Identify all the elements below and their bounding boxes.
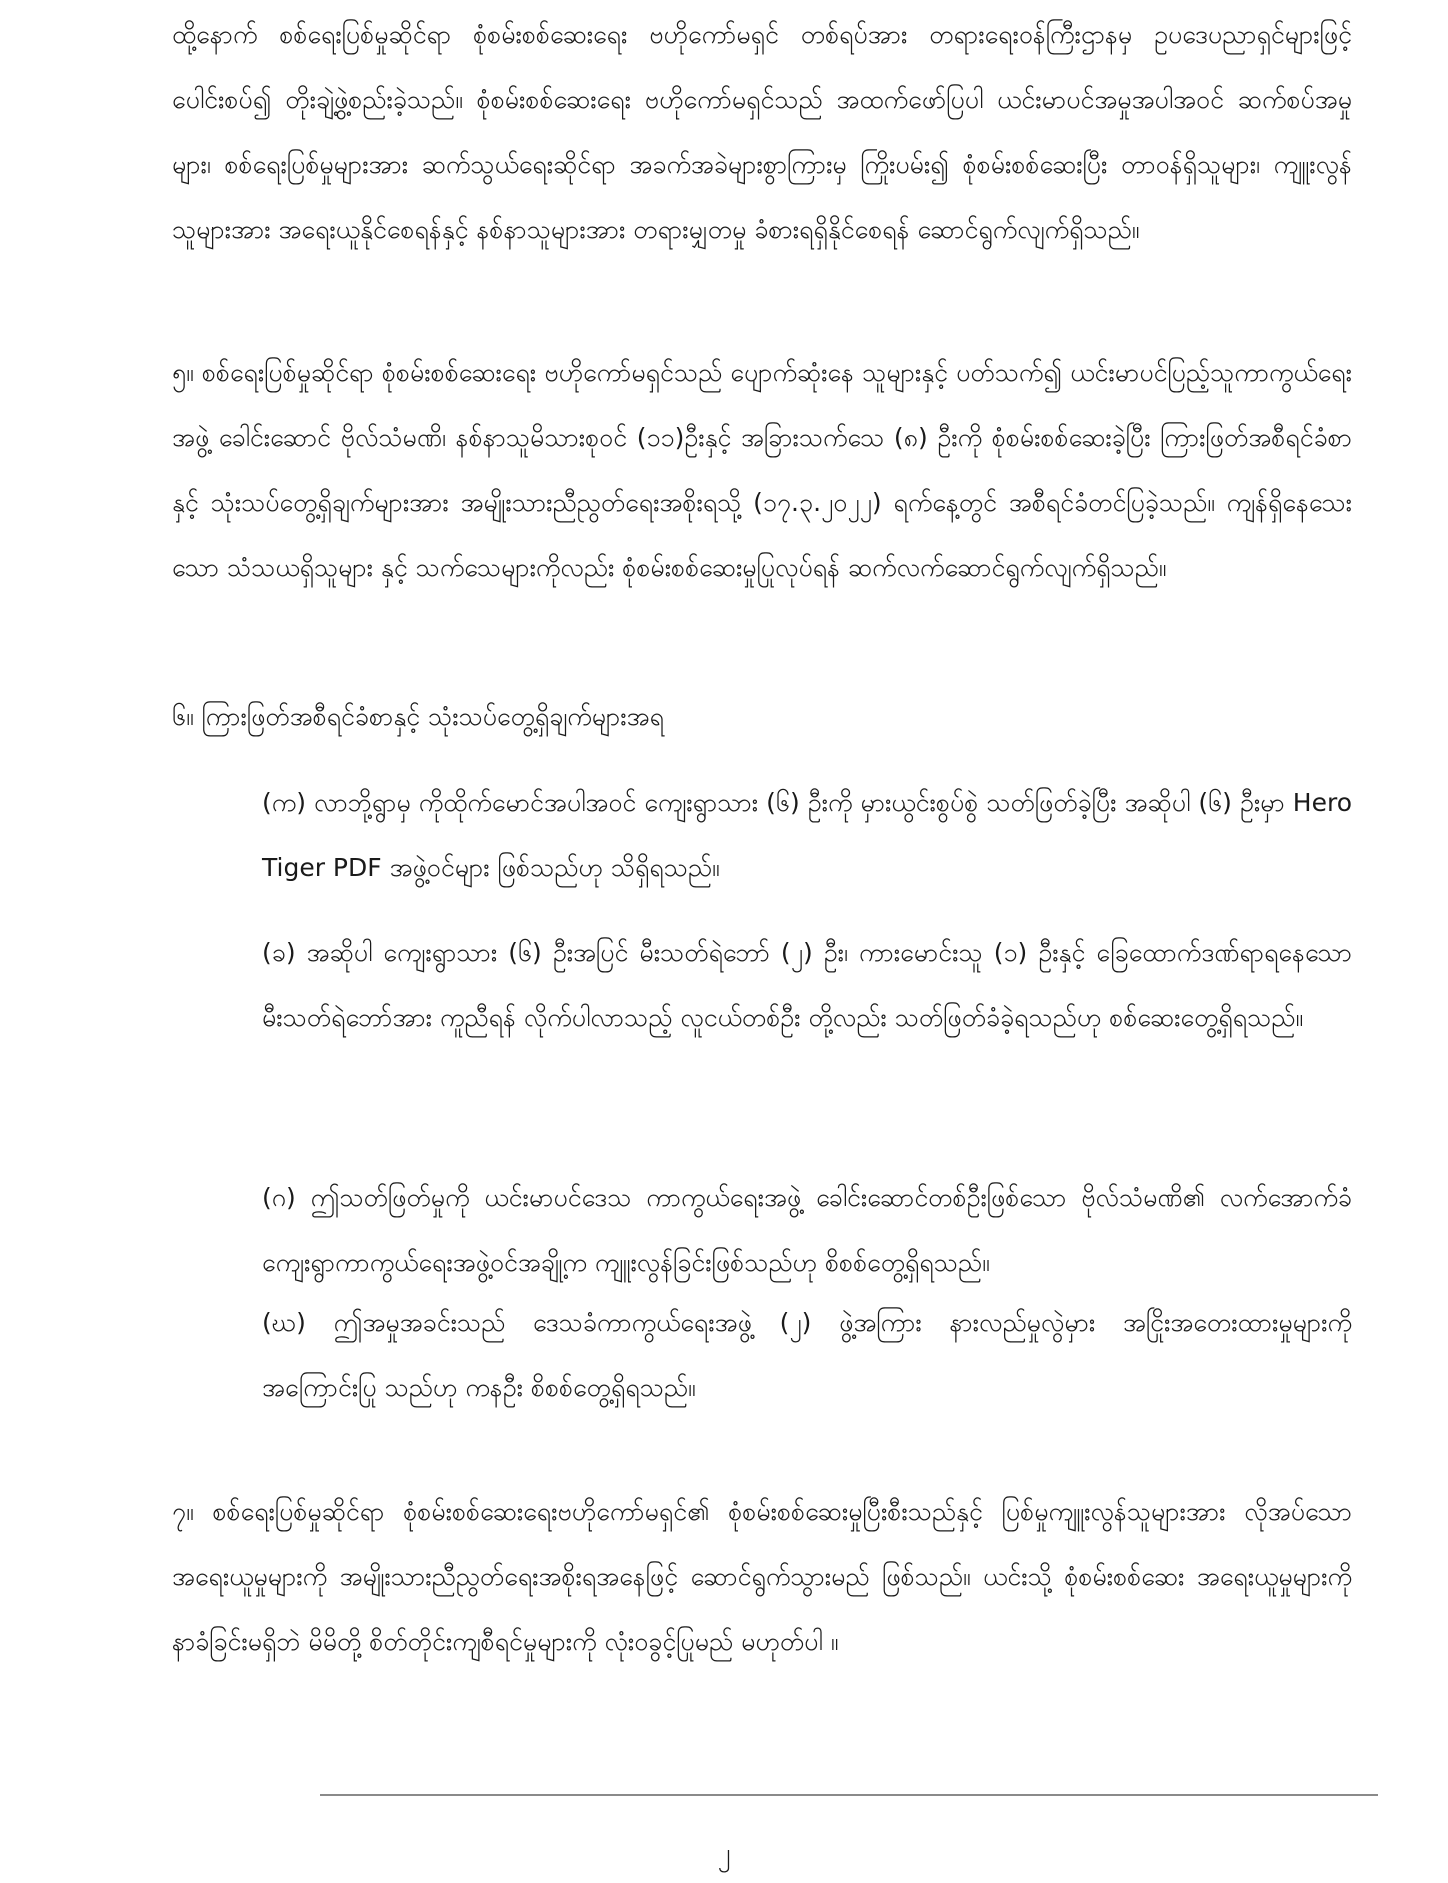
page-number: ၂	[717, 1838, 731, 1868]
finding-kha: (ခ) အဆိုပါ ကျေးရွာသား (၆) ဦးအပြင် မီးသတ်ရဲဘော် (၂) ဦး၊ ကားမောင်းသူ (၁) ဦးနှင့် ခြေထောက်ဒဏ်ရာရနေသော မီးသတ်ရဲဘော်အား ကူညီရန် လိုက်ပါလာသည့် လူငယ်တစ်ဦး တို့လည်း သတ်ဖြတ်ခံခဲ့ရသည်ဟု စစ်ဆေးတွေ့ရှိရသည်။	[262, 938, 1352, 1032]
paragraph-continued: ထို့နောက် စစ်ရေးပြစ်မှုဆိုင်ရာ စုံစမ်းစစ်ဆေးရေး ဗဟိုကော်မရှင် တစ်ရပ်အား တရားရေးဝန်ကြီးဌာနမှ ဥပဒေပညာရှင်များဖြင့်ပေါင်းစပ်၍ တိုးချဲ့ဖွဲ့စည်းခဲ့သည်။ စုံစမ်းစစ်ဆေးရေး ဗဟိုကော်မရှင်သည် အထက်ဖော်ပြပါ ယင်းမာပင်အမှုအပါအဝင် ဆက်စပ်အမှုများ၊ စစ်ရေးပြစ်မှုများအား ဆက်သွယ်ရေးဆိုင်ရာ အခက်အခဲများစွာကြားမှ ကြိုးပမ်း၍ စုံစမ်းစစ်ဆေးပြီး တာဝန်ရှိသူများ၊ ကျူးလွန်သူများအား အရေးယူနိုင်စေရန်နှင့် နစ်နာသူများအား တရားမျှတမှု ခံစားရရှိနိုင်စေရန် ဆောင်ရွက်လျက်ရှိသည်။	[172, 20, 1352, 244]
finding-ga: (ဂ) ဤသတ်ဖြတ်မှုကို ယင်းမာပင်ဒေသ ကာကွယ်ရေးအဖွဲ့ ခေါင်းဆောင်တစ်ဦးဖြစ်သော ဗိုလ်သံမဏိ၏ လက်အောက်ခံ ကျေးရွာကာကွယ်ရေးအဖွဲ့ဝင်အချို့က ကျူးလွန်ခြင်းဖြစ်သည်ဟု စိစစ်တွေ့ရှိရသည်။	[262, 1183, 1352, 1277]
finding-gha: (ဃ) ဤအမှုအခင်းသည် ဒေသခံကာကွယ်ရေးအဖွဲ့ (၂) ဖွဲ့အကြား နားလည်မှုလွဲမှား အငြိုးအတေးထားမှုများကို အကြောင်းပြု သည်ဟု ကနဦး စိစစ်တွေ့ရှိရသည်။	[262, 1308, 1352, 1402]
finding-ka: (က) လာဘို့ရွာမှ ကိုထိုက်မောင်အပါအဝင် ကျေးရွာသား (၆) ဦးကို မှားယွင်းစွပ်စွဲ သတ်ဖြတ်ခဲ့ပြီး အဆိုပါ (၆) ဦးမှာ Hero Tiger PDF အဖွဲ့ဝင်များ ဖြစ်သည်ဟု သိရှိရသည်။	[262, 788, 1352, 882]
paragraph-7: ၇။ စစ်ရေးပြစ်မှုဆိုင်ရာ စုံစမ်းစစ်ဆေးရေးဗဟိုကော်မရှင်၏ စုံစမ်းစစ်ဆေးမှုပြီးစီးသည်နှင့် ပြစ်မှုကျူးလွန်သူများအား လိုအပ်သော အရေးယူမှုများကို အမျိုးသားညီညွတ်ရေးအစိုးရအနေဖြင့် ဆောင်ရွက်သွားမည် ဖြစ်သည်။ ယင်းသို့ စုံစမ်းစစ်ဆေး အရေးယူမှုများကို နာခံခြင်းမရှိဘဲ မိမိတို့ စိတ်တိုင်းကျစီရင်မှုများကို လုံးဝခွင့်ပြုမည် မဟုတ်ပါ ။	[172, 1497, 1352, 1656]
paragraph-5: ၅။ စစ်ရေးပြစ်မှုဆိုင်ရာ စုံစမ်းစစ်ဆေးရေး ဗဟိုကော်မရှင်သည် ပျောက်ဆုံးနေ သူများနှင့် ပတ်သက်၍ ယင်းမာပင်ပြည့်သူကာကွယ်ရေးအဖွဲ့ ခေါင်းဆောင် ဗိုလ်သံမဏိ၊ နစ်နာသူမိသားစုဝင် (၁၁)ဦးနှင့် အခြားသက်သေ (၈) ဦးကို စုံစမ်းစစ်ဆေးခဲ့ပြီး ကြားဖြတ်အစီရင်ခံစာနှင့် သုံးသပ်တွေ့ရှိချက်များအား အမျိုးသားညီညွတ်ရေးအစိုးရသို့ (၁၇.၃.၂၀၂၂) ရက်နေ့တွင် အစီရင်ခံတင်ပြခဲ့သည်။ ကျန်ရှိနေသေးသော သံသယရှိသူများ နှင့် သက်သေများကိုလည်း စုံစမ်းစစ်ဆေးမှုပြုလုပ်ရန် ဆက်လက်ဆောင်ရွက်လျက်ရှိသည်။	[172, 358, 1352, 582]
footer-divider	[320, 1794, 1378, 1796]
paragraph-6-heading: ၆။ ကြားဖြတ်အစီရင်ခံစာနှင့် သုံးသပ်တွေ့ရှိချက်များအရ	[172, 702, 664, 731]
